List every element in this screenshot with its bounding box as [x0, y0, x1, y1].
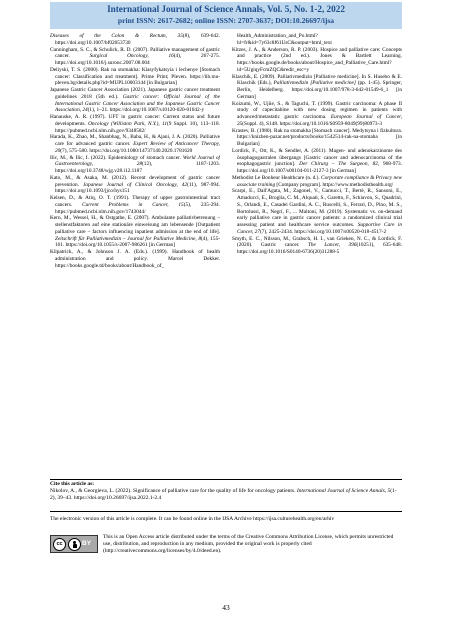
reference-text: Hanauske, A. R. (1997). UFT in gastric cancer: Current status and future developments. — [50, 114, 220, 127]
reference-source: Gastric cancer: Official Journal of the International Gastric Cancer Association and the Japanese Gastric Cancer Association, 24 — [55, 93, 220, 114]
license-text: This is an Open Access article distributed under the terms of the Creative Commons Attribution License, which permits unrestricted use, distribution, and reproduction in any medium, provided the original work is properly cited (http://creativecommons.org/licenses/by/4.0/deed.en). — [103, 534, 394, 555]
reference-entry — [50, 67, 220, 87]
reference-locator: (10251), 635-648. https://doi.org/10.1016/S0140-6736(20)31288-5 — [237, 242, 402, 255]
reference-source: Der Chirurg – The Surgeon, 82 — [299, 161, 378, 168]
reference-entry — [232, 236, 402, 256]
reference-text: Japanese Gastric Cancer Association (2021). Japanese gastric cancer treatment guidelines 2018 (5th ed.). — [50, 87, 220, 100]
reference-locator: (12), 1187-1203. https://doi.org/10.3748/wjg.v28.i12.1187 — [55, 161, 220, 174]
by-label: BY — [82, 540, 92, 547]
reference-entry — [232, 33, 402, 47]
reference-source: The Lancet, 396 — [307, 242, 357, 249]
reference-text: Methodist Le Bonheur Healthcare (n. d.). — [232, 174, 322, 181]
reference-locator: (1), 1–21. https://doi.org/10.1007/s10120-020-01042-y — [87, 107, 205, 114]
cite-box — [50, 479, 402, 512]
reference-source: Current Problems in Cancer, 15 — [82, 201, 184, 208]
reference-text: Cunningham, S. C., & Schulick, R. D. (2007). Palliative management of gastric cancer. — [50, 46, 220, 60]
journal-issn-line: print ISSN: 2617-2682; online ISSN: 2707-3637; DOI:10.26697/ijsa — [117, 16, 335, 25]
reference-entry — [232, 101, 402, 128]
cite-tail: (1-2), 39–43. https://doi.org/10.26697/ijsa.2022.1-2.4 — [50, 488, 397, 502]
reference-text: Ilic, M., & Ilic, I. (2022). Epidemiology of stomach cancer. — [50, 154, 183, 161]
reference-entry — [232, 47, 402, 74]
references-left-column — [50, 33, 220, 475]
license-block — [50, 534, 402, 564]
cc-icon: cc — [53, 538, 66, 551]
reference-source: World Journal of Gastroenterology, 28 — [55, 154, 220, 168]
reference-source: Diseases of the Colon & Rectum, 35 — [50, 33, 183, 39]
cite-text: Nikolov, A., & Georgieva, L. (2022). Significance of palliative care for the quality of life for oncology patients. — [50, 488, 297, 495]
journal-title-line: International Journal of Science Annals, Vol. 5, No. 1-2, 2022 — [107, 4, 345, 14]
reference-entry — [232, 74, 402, 101]
reference-entry — [50, 175, 220, 195]
reference-entry — [50, 47, 220, 67]
reference-text: Smyth, E. C., Nilsson, M., Grabsch, H. I., van Grieken, N. C., & Lordick, F. (2020). Gastric cancer. — [232, 235, 402, 249]
reference-locator: (8), 639-642. https://doi.org/10.1007/bf02053730 — [55, 33, 220, 46]
reference-source: European Journal of Cancer, 35 — [237, 114, 402, 127]
reference-locator: , 968-973. https://doi.org/10.1007/s00104-011-2127-3 [in German] — [237, 161, 402, 174]
reference-locator: (4), 155-161. https://doi.org/10.1055/s-2007-986261 [in German] — [55, 235, 220, 249]
reference-text: Lordick, F., Ott, K., & Sendler, A. (2011). Magen- und adenokarzinome des ösophagogastralen übergangs [Gastric cancer and adenocarcinoma of the esophagogastric junction]. — [232, 147, 402, 168]
reference-locator: [Company program]. https://www.methodisthealth.org/ — [275, 181, 394, 188]
reference-entry — [232, 128, 402, 148]
reference-text: Harada, K., Zhao, M., Shanbhag, N., Baba, H., & Ajani, J. A. (2020). Palliative care for advanced gastric cancer. — [50, 134, 220, 147]
journal-header — [50, 2, 402, 29]
reference-locator: (5), 235-294. https://pubmed.ncbi.nlm.nih.gov/1743044/ — [55, 201, 220, 215]
reference-text: Kelsen, D., & Atiq, O. T. (1991). Therapy of upper gastrointestinal tract cancers. — [50, 195, 220, 208]
reference-source: Surgical Oncology, 16 — [89, 53, 174, 60]
reference-text: Deliyski, T. S. (2000). Rak na stomakha: Klasyfykatsyia i lechenye [Stomach cancer: Classification and treatment]. Prime Print; Pleven. https://lib.mu-pleven.bg/details.php?id=MUPL10003144 [in Bulgarian] — [50, 66, 220, 87]
reference-text: Kilpatrick, A., & Johnson J. A. (Eds.). (1999). Handbook of health administration and policy. Marcel Dekker. https://books.google.td/books/about/Handbook_of_ — [50, 249, 220, 269]
reference-entry — [50, 134, 220, 154]
reference-entry — [50, 195, 220, 215]
reference-source: Supportive Care in Cancer, 27 — [237, 222, 402, 235]
reference-entry — [232, 175, 402, 189]
reference-locator: (9 Suppl. 10), 113–118. https://pubmed.ncbi.nlm.nih.gov/9348582/ — [55, 120, 220, 134]
reference-locator: (11), 987-994. https://doi.org/10.1093/jjco/hys151 — [55, 181, 220, 195]
references-columns — [50, 33, 402, 475]
reference-text: Kern, M., Wessel, H., & Ostgathe, E. (2007). Ambulante palliativbetreuung – stellenstfaktoren auf eine stationäre einweisung am lebensende [Outpatient palliative care – factors influencing inpatient admission at the end of life]. — [50, 215, 220, 235]
reference-source: Palliativmedizin [Palliative medicine] — [273, 80, 356, 87]
reference-entry — [50, 33, 220, 47]
reference-entry — [50, 155, 220, 175]
reference-entry — [50, 114, 220, 134]
reference-text: Klaschik, E. (2009). Palliativmedizin [Palliative medicine]. In S. Husebo & E. Klaschik (Eds.), — [232, 73, 402, 87]
reference-entry — [50, 87, 220, 114]
attribution-person-icon — [68, 538, 81, 551]
cc-by-license-icon[interactable] — [50, 535, 98, 553]
page-number: 43 — [222, 603, 230, 612]
reference-entry — [232, 188, 402, 235]
reference-locator: (Suppl. 4), S148. https://doi.org/10.1016/S0959-8049(99)80973-3 — [242, 120, 382, 127]
reference-source: Japanese Journal of Clinical Oncology, 42 — [82, 181, 188, 188]
reference-entry — [50, 215, 220, 249]
reference-locator: (pp. 1-45). Springer, Berlin, Heidelberg. https://doi.org/10.1007/978-3-642-01549-6_1 [in German] — [237, 80, 402, 100]
reference-text: Krastev, B. (1980). Rak na stomakha [Stomach cancer]. Medytsyna i fizkultura. https://knizhen-pazar.net/products/books/1542514-rak-na-stomaha [in Bulgarian] — [232, 127, 402, 147]
reference-locator: (7), 2425-2434. https://doi.org/10.1007/s00520-018-4517-2 — [259, 228, 387, 235]
reference-text: Kitzes, J. A., & Anderson, R. P. (2003). Hospice and palliative care: Concepts and practice (2nd ed.). Jones & Bartlett Learning. https://books.google.de/books/about/Hospice_and_Palliative_Care.html?id=5UgiqyFcmZQC&redir_esc=y — [232, 46, 402, 73]
reference-locator: (7), 575-580. https://doi.org/10.1080/14737140.2020.1781620 — [60, 147, 193, 154]
reference-text: Kato, M., & Asaka, M. (2012). Recent development of gastric cancer prevention. — [50, 174, 220, 188]
reference-text: Koizumi, W., Ujiie, S., & Taguchi, T. (1999). Gastric carcinoma: A phase II study of capecitabine with new dosing regimen in patients with advanced/metastatic gastric carcinoma. — [232, 100, 402, 120]
reference-source: Expert Review of Anticancer Therapy, 20 — [55, 141, 220, 154]
reference-text: Scarpi, E., Dall'Agata, M., Zagonel, V., Gamucci, T., Bertè, R., Sansoni, E., Amaducci, E., Broglia, C. M., Alquati, S., Garetto, F., Schiavon, S., Quadrini, S., Orlandi, E., Casadei Gardini, A. C., Ruscelli, S., Ferrari, D., Pino, M. S., Bortolussi, R., Negri, F., ... Maltoni, M. (2019). Systematic vs. on-demand early palliative care in gastric cancer patients: a randomized clinical trial assessing patient and healthcare service outcomes. — [232, 188, 402, 228]
reference-locator: (4), 267-275. https://doi.org/10.1016/j.suronc.2007.08.004 — [55, 53, 220, 66]
reference-entry — [232, 148, 402, 175]
online-version-note: The electronic version of this article is complete. It can be found online in the IJSA Archive https://ijsa.culturehealth.org/en/arhiv — [50, 516, 335, 522]
reference-source: Oncology (Williston Park, N.Y.), 11 — [88, 120, 167, 127]
reference-text: Health_Administration_and_Po.html?hl=fr&id=7y63c8f61UsC&output=html_text — [237, 33, 332, 46]
reference-entry — [50, 249, 220, 269]
reference-source: Zeitschrift für Palliativmedizin – Journal for Palliative Medicine, 8 — [55, 235, 202, 242]
reference-source: Corporate compliance & Privacy new associate training — [237, 174, 402, 188]
cite-journal: International Journal of Science Annals, 5 — [296, 488, 391, 495]
cite-heading: Cite this article as: — [50, 481, 95, 487]
references-right-column — [232, 33, 402, 475]
